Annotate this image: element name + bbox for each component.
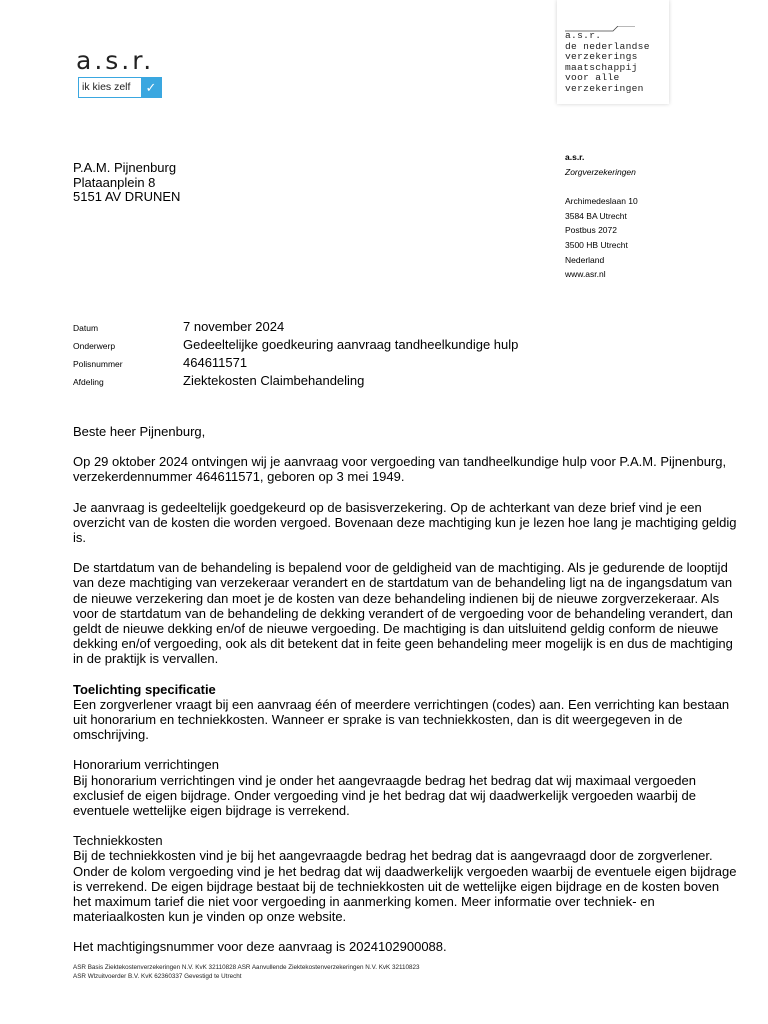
honorarium-section: [73, 757, 738, 818]
meta-row-polisnummer: [73, 355, 518, 373]
tag-line: verzekerings: [565, 51, 638, 63]
legal-footer: [73, 964, 420, 982]
meta-label: Onderwerp: [73, 341, 116, 351]
letter-body: [73, 424, 738, 970]
addressee-city: 5151 AV DRUNEN: [73, 189, 181, 204]
meta-row-datum: [73, 319, 518, 337]
section-text: Bij honorarium verrichtingen vind je onder het aangevraagde bedrag het bedrag dat wij maximaal vergoeden exclusief de eigen bijdrage. Onder vergoeding vind je het bedrag dat wij daadwerkelijk vergoeden waarbij de eventuele wettelijke eigen bijdrage is verrekend.: [73, 772, 696, 819]
sender-address-line: 3584 BA Utrecht: [565, 210, 627, 221]
meta-label: Afdeling: [73, 377, 104, 387]
salutation: Beste heer Pijnenburg,: [73, 424, 206, 439]
sender-department: Zorgverzekeringen: [565, 166, 636, 177]
body-paragraph: De startdatum van de behandeling is bepalend voor de geldigheid van de machtiging. Als je gedurende de looptijd van deze machtiging van verzekeraar verandert en de startdatum van de behandeling ligt na de ingangsdatum van de nieuwe verzekering dan moet je de kosten van deze behandeling indienen bij de nieuwe zorgverzekeraar. Als voor de startdatum van de behandeling de dekking verandert of de vergoeding voor de behandeling verandert, dan geldt de nieuwe dekking en/of de nieuwe vergoeding. De machtiging is dan uitsluitend geldig conform de nieuwe dekking en/of vergoeding, ook als dit betekent dat in feite geen behandeling meer mogelijk is en dus de machtiging in de praktijk is vervallen.: [73, 560, 733, 667]
tag-line: de nederlandse: [565, 40, 650, 52]
footer-line: ASR Wlzuitvoerder B.V. KvK 62360337 Gevestigd te Utrecht: [73, 972, 242, 980]
techniek-section: [73, 833, 738, 924]
asr-logo: a.s.r.: [76, 46, 155, 75]
meta-value: Ziektekosten Claimbehandeling: [183, 373, 365, 388]
letter-meta: [73, 319, 518, 391]
meta-label: Datum: [73, 323, 99, 333]
section-heading: Toelichting specificatie: [73, 681, 216, 697]
meta-row-onderwerp: [73, 337, 518, 355]
badge-text: ik kies zelf: [79, 78, 141, 97]
addressee-street: Plataanplein 8: [73, 174, 156, 190]
addressee-block: [73, 161, 180, 205]
meta-label: Polisnummer: [73, 359, 123, 369]
body-paragraph: Op 29 oktober 2024 ontvingen wij je aanvraag voor vergoeding van tandheelkundige hulp voor P.A.M. Pijnenburg, verzekerdennummer 464611571, geboren op 3 mei 1949.: [73, 454, 727, 485]
footer-line: ASR Basis Ziektekostenverzekeringen N.V. KvK 32110828 ASR Aanvullende Ziektekostenverzekeringen N.V. KvK 32110823: [73, 964, 420, 971]
toelichting-section: [73, 682, 738, 743]
addressee-name: P.A.M. Pijnenburg: [73, 160, 177, 175]
section-heading: Techniekkosten: [73, 833, 163, 849]
tag-line: maatschappij: [565, 61, 638, 73]
body-paragraph: Je aanvraag is gedeeltelijk goedgekeurd op de basisverzekering. Op de achterkant van deze brief vind je een overzicht van de kosten die worden vergoed. Bovenaan deze machtiging kun je lezen hoe lang je machtiging geldig is.: [73, 499, 737, 546]
ik-kies-zelf-badge: [78, 77, 162, 98]
sender-address-line: Archimedeslaan 10: [565, 196, 638, 207]
sender-block: [565, 150, 638, 282]
section-text: Bij de techniekkosten vind je bij het aangevraagde bedrag het bedrag dat is aangevraagd door de zorgverlener. Onder de kolom vergoeding vind je het bedrag dat wij daadwerkelijk vergoeden waarbij de eventuele eigen bijdrage is verrekend. De eigen bijdrage bestaat bij de techniekkosten uit de wettelijke eigen bijdrage en de kosten boven het maximum tarief die niet voor vergoeding in aanmerking komen. Meer informatie over techniek- en materiaalkosten kun je vinden op onze website.: [73, 848, 737, 925]
meta-row-afdeling: [73, 373, 518, 391]
checkmark-icon: ✓: [141, 78, 161, 97]
sender-name: a.s.r.: [565, 152, 585, 162]
tag-line: a.s.r.: [565, 30, 602, 41]
brand-tagline: [565, 31, 650, 95]
section-text: Een zorgverlener vraagt bij een aanvraag één of meerdere verrichtingen (codes) aan. Een verrichting kan bestaan uit honorarium en techniekkosten. Wanneer er sprake is van techniekkosten, dan is dit weergegeven in de omschrijving.: [73, 696, 730, 743]
machtiging-number-line: Het machtigingsnummer voor deze aanvraag is 2024102900088.: [73, 939, 447, 955]
tag-line: voor alle: [565, 72, 620, 84]
sender-address-line: Postbus 2072: [565, 225, 617, 236]
tag-line: verzekeringen: [565, 82, 644, 94]
meta-value: 7 november 2024: [183, 319, 285, 334]
sender-website: www.asr.nl: [565, 269, 606, 280]
meta-value: 464611571: [183, 355, 248, 370]
sender-address-line: 3500 HB Utrecht: [565, 239, 628, 250]
section-heading: Honorarium verrichtingen: [73, 757, 219, 773]
sender-address-line: Nederland: [565, 254, 605, 265]
meta-value: Gedeeltelijke goedkeuring aanvraag tandheelkundige hulp: [183, 337, 519, 352]
